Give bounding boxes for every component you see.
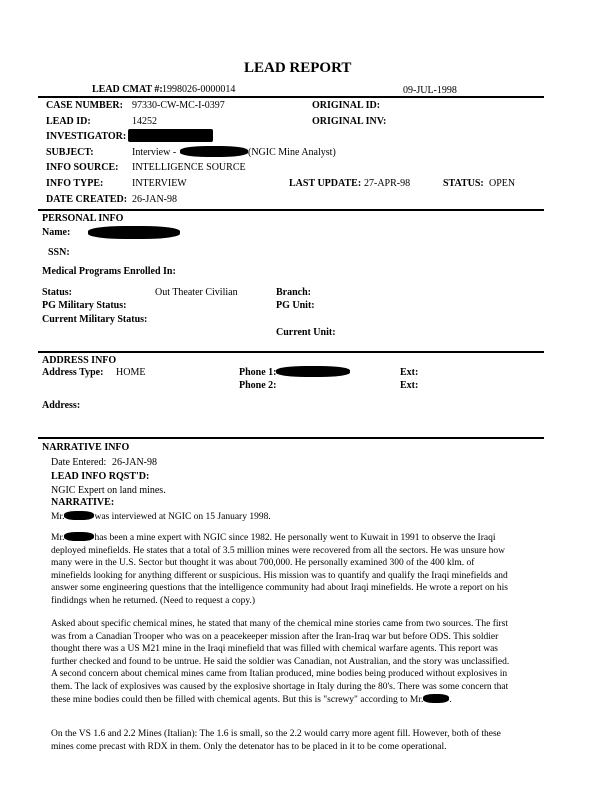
info-source-label: INFO SOURCE: xyxy=(46,162,119,173)
status-value: OPEN xyxy=(489,178,516,189)
info-type-label: INFO TYPE: xyxy=(46,178,104,189)
p3-post: . xyxy=(449,694,452,705)
current-military-status-label: Current Military Status: xyxy=(42,314,148,325)
address-type-label: Address Type: xyxy=(42,367,104,378)
last-update-value: 27-APR-98 xyxy=(364,178,411,189)
date-created-label: DATE CREATED: xyxy=(46,194,128,205)
info-type-value: INTERVIEW xyxy=(132,178,187,189)
subject-prefix: Interview - xyxy=(132,147,177,158)
lead-info-rqstd-label: LEAD INFO RQST'D: xyxy=(51,471,150,482)
original-inv-label: ORIGINAL INV: xyxy=(312,116,387,127)
subject-label: SUBJECT: xyxy=(46,147,94,158)
lead-id-label: LEAD ID: xyxy=(46,116,91,127)
p2-post: has been a mine expert with NGIC since 1982. He personally went to Kuwait in 1991 to observe the Iraqi deployed minefields. He states that a total of 3.5 million mines were recovered from all the sectors. He was unsure how many were in the U.S. Sector but thought it was about 700,000. He personally examined 300 of the 400 klm. of minefields looking for anything different or suspicious. His mission was to quantify and qualify the Iraqi minefields and answer some engineering questions that the intelligence community had about Iraqi minefields. He wrote a report on his findidngs when he returned. (Need to request a copy.) xyxy=(51,533,508,606)
p3-redaction xyxy=(423,694,452,705)
current-unit-label: Current Unit: xyxy=(276,327,336,338)
date-entered-value: 26-JAN-98 xyxy=(112,457,157,468)
ext1-label: Ext: xyxy=(400,367,419,378)
personal-section-title: PERSONAL INFO xyxy=(42,213,124,224)
address-section-title: ADDRESS INFO xyxy=(42,355,117,366)
name-redaction xyxy=(88,226,180,239)
pg-unit-label: PG Unit: xyxy=(276,300,315,311)
phone2-label: Phone 2: xyxy=(239,380,277,391)
investigator-redaction xyxy=(128,129,213,142)
personal-status-value: Out Theater Civilian xyxy=(155,287,238,298)
address-rule xyxy=(38,351,544,353)
case-number-label: CASE NUMBER: xyxy=(46,100,123,111)
narrative-paragraph-2 xyxy=(51,532,515,608)
pg-military-status-label: PG Military Status: xyxy=(42,300,127,311)
info-source-value: INTELLIGENCE SOURCE xyxy=(132,162,246,173)
lead-info-rqstd-value: NGIC Expert on land mines. xyxy=(51,485,166,496)
ext2-label: Ext: xyxy=(400,380,419,391)
phone1-label: Phone 1: xyxy=(239,367,277,378)
date-created-value: 26-JAN-98 xyxy=(132,194,177,205)
last-update-label: LAST UPDATE: xyxy=(289,178,362,189)
case-number-value: 97330-CW-MC-I-0397 xyxy=(132,100,225,111)
address-type-value: HOME xyxy=(116,367,146,378)
page-title: LEAD REPORT xyxy=(244,60,352,76)
branch-label: Branch: xyxy=(276,287,311,298)
p1-post: was interviewed at NGIC on 15 January 1998. xyxy=(94,512,271,522)
p2-pre: Mr. xyxy=(51,533,65,543)
date-entered-label: Date Entered: xyxy=(51,457,107,468)
lead-id-value: 14252 xyxy=(132,116,157,127)
narrative-rule xyxy=(38,437,544,439)
report-date: 09-JUL-1998 xyxy=(403,85,457,96)
ssn-label: SSN: xyxy=(48,247,70,258)
personal-status-label: Status: xyxy=(42,287,73,298)
original-id-label: ORIGINAL ID: xyxy=(312,100,381,111)
lead-cmat-label: LEAD CMAT #: xyxy=(92,84,163,95)
phone1-redaction xyxy=(276,366,350,377)
personal-rule xyxy=(38,209,544,211)
narrative-label: NARRATIVE: xyxy=(51,497,115,508)
subject-suffix: (NGIC Mine Analyst) xyxy=(248,147,336,158)
status-label: STATUS: xyxy=(443,178,484,189)
name-label: Name: xyxy=(42,227,71,238)
p1-pre: Mr. xyxy=(51,512,65,522)
p3-pre: Asked about specific chemical mines, he stated that many of the chemical mine stories came from two sources. The first was from a Canadian Trooper who was on a peacekeeper mission after the Iran-Iraq war but before ODS. This soldier thought there was a US M21 mine in the Iraqi minefield that was filled with chemical warfare agents. This report was further checked and found to be untrue. He said the soldier was Canadian, not Australian, and the story was unclassified. A second concern about chemical mines came from Italian produced, mine bodies being produced without explosives in them. The lack of explosives was caused by the explosive shortage in Italy during the 80's. There was some concern that these mine bodies could then be filled with chemical agents. But this is "screwy" according to Mr. xyxy=(51,619,510,705)
p4-text: On the VS 1.6 and 2.2 Mines (Italian): The 1.6 is small, so the 2.2 would carry more agent fill. However, both of these mines come precast with RDX in them. Only the detenator has to be placed in it to be come operational. xyxy=(51,729,501,752)
narrative-paragraph-4 xyxy=(51,728,515,753)
p2-redaction xyxy=(64,532,94,541)
narrative-section-title: NARRATIVE INFO xyxy=(42,442,130,453)
investigator-label: INVESTIGATOR: xyxy=(46,131,127,142)
address-label: Address: xyxy=(42,400,81,411)
header-rule xyxy=(38,96,544,98)
medical-programs-label: Medical Programs Enrolled In: xyxy=(42,266,176,277)
lead-cmat-value: 1998026-0000014 xyxy=(162,84,236,95)
narrative-paragraph-3 xyxy=(51,618,515,706)
subject-redaction xyxy=(180,146,248,157)
narrative-paragraph-1 xyxy=(51,511,515,524)
p1-redaction xyxy=(64,511,94,520)
